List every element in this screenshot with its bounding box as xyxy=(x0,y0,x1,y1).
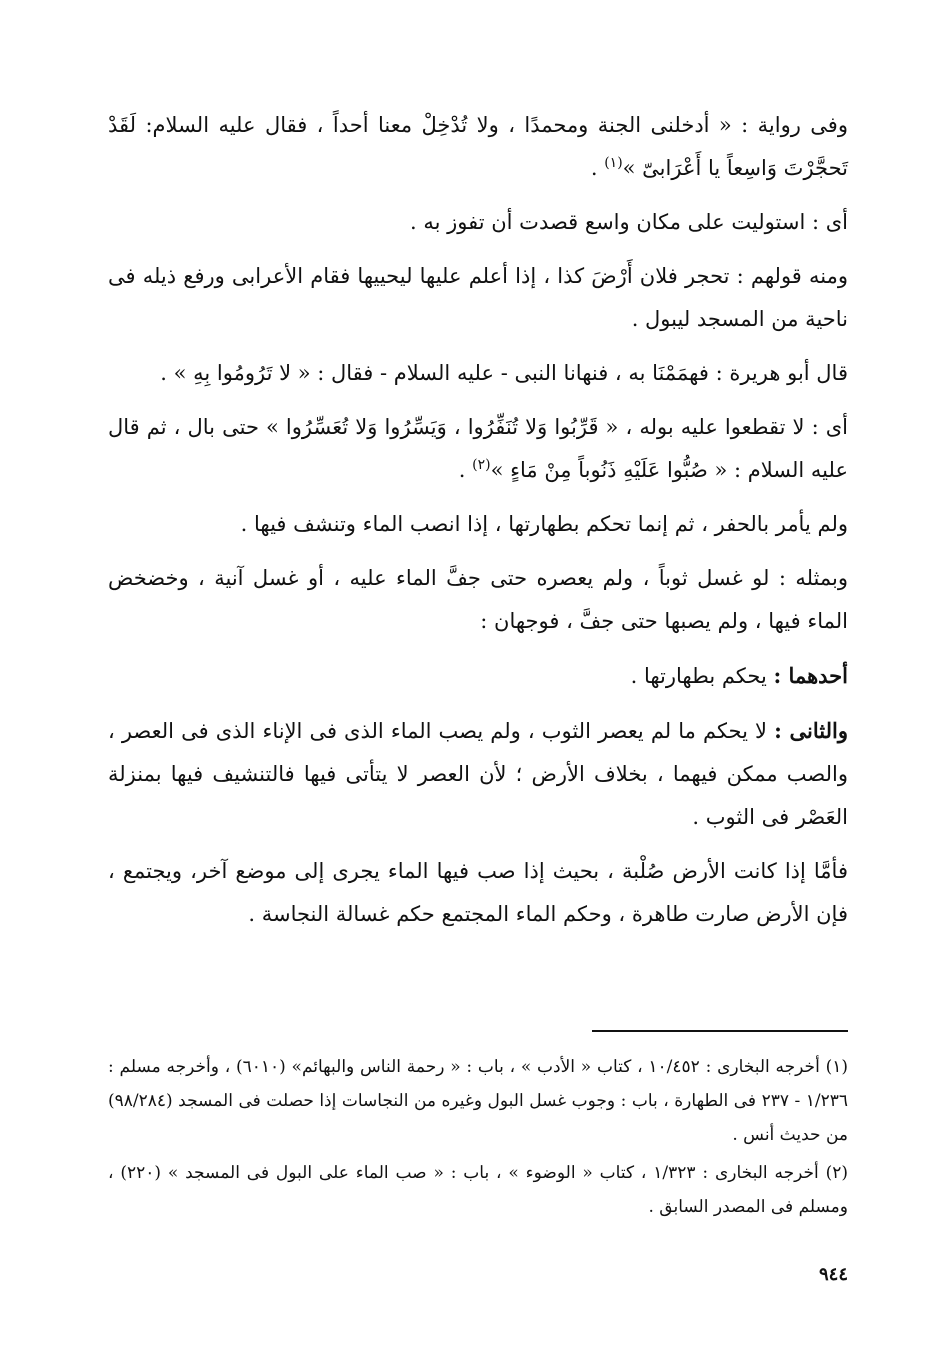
paragraph xyxy=(108,352,848,395)
paragraph-text: أى : لا تقطعوا عليه بوله ، « قَرِّبُوا وَلا تُنَفِّرُوا ، وَيَسِّرُوا وَلا تُعَسِّرُوا » حتى بال ، ثم قال عليه السلام : « صُبُّوا عَلَيْهِ ذَنُوباً مِنْ مَاءٍ » xyxy=(108,415,848,482)
paragraph-text: ومنه قولهم : تحجر فلان أَرْضَ كذا ، إذا أعلم عليها ليحييها فقام الأعرابى ورفع ذيله فى ناحية من المسجد ليبول . xyxy=(108,264,848,331)
main-text xyxy=(108,104,848,947)
paragraph-text: وبمثله : لو غسل ثوباً ، ولم يعصره حتى جفَّ الماء عليه ، أو غسل آنية ، وخضخض الماء فيها ، ولم يصبها حتى جفَّ ، فوجهان : xyxy=(108,566,848,633)
footnote-ref: (٢) xyxy=(472,457,491,473)
page-number: ٩٤٤ xyxy=(818,1264,848,1285)
paragraph xyxy=(108,850,848,936)
paragraph xyxy=(108,503,848,546)
paragraph xyxy=(108,709,848,839)
paragraph-lead: أحدهما : xyxy=(773,663,848,688)
paragraph-text: قال أبو هريرة : فهمَمْنَا به ، فنهانا النبى - عليه السلام - فقال : « لا تَرُومُوا بِهِ » . xyxy=(160,361,848,385)
paragraph-tail: . xyxy=(458,458,473,482)
paragraph-text: أى : استوليت على مكان واسع قصدت أن تفوز به . xyxy=(409,210,848,234)
footnote: (٢) أخرجه البخارى : ١/٣٢٣ ، كتاب « الوضوء » ، باب : « صب الماء على البول فى المسجد » (٢٢٠) ، ومسلم فى المصدر السابق . xyxy=(108,1163,848,1217)
paragraph xyxy=(108,255,848,341)
paragraph-lead: والثانى : xyxy=(774,718,848,743)
paragraph-text: ولم يأمر بالحفر ، ثم إنما تحكم بطهارتها ، إذا انصب الماء وتنشف فيها . xyxy=(240,512,848,536)
paragraph-text: وفى رواية : « أدخلنى الجنة ومحمدًا ، ولا تُدْخِلْ معنا أحداً ، فقال عليه السلام: لَقَدْ تَحجَّرْتَ وَاسِعاً يا أَعْرَابىّ » xyxy=(108,113,848,180)
footnote: (١) أخرجه البخارى : ١٠/٤٥٢ ، كتاب « الأدب » ، باب : « رحمة الناس والبهائم» (٦٠١٠) ، وأخرجه مسلم : ١/٢٣٦ - ٢٣٧ فى الطهارة ، باب : وجوب غسل البول وغيره من النجاسات إذا حصلت فى المسجد (٩٨/٢٨٤) من حديث أنس . xyxy=(108,1057,848,1145)
footnotes xyxy=(108,1050,848,1228)
paragraph xyxy=(108,201,848,244)
paragraph-text: فأمَّا إذا كانت الأرض صُلْبة ، بحيث إذا صب فيها الماء يجرى إلى موضع آخر، ويجتمع ، فإن الأرض صارت طاهرة ، وحكم الماء المجتمع حكم غسالة النجاسة . xyxy=(108,859,848,926)
paragraph-text: لا يحكم ما لم يعصر الثوب ، ولم يصب الماء الذى فى الإناء الذى فى العصر ، والصب ممكن فيهما ، بخلاف الأرض ؛ لأن العصر لا يتأتى فيها فالتنشيف فيها بمنزلة العَصْر فى الثوب . xyxy=(108,719,848,829)
paragraph-text: يحكم بطهارتها . xyxy=(630,664,774,688)
paragraph-tail: . xyxy=(590,156,605,180)
footnote-ref: (١) xyxy=(604,155,623,171)
paragraph xyxy=(108,406,848,492)
paragraph xyxy=(108,557,848,643)
paragraph xyxy=(108,104,848,190)
footnote-divider xyxy=(592,1030,848,1032)
paragraph xyxy=(108,654,848,698)
